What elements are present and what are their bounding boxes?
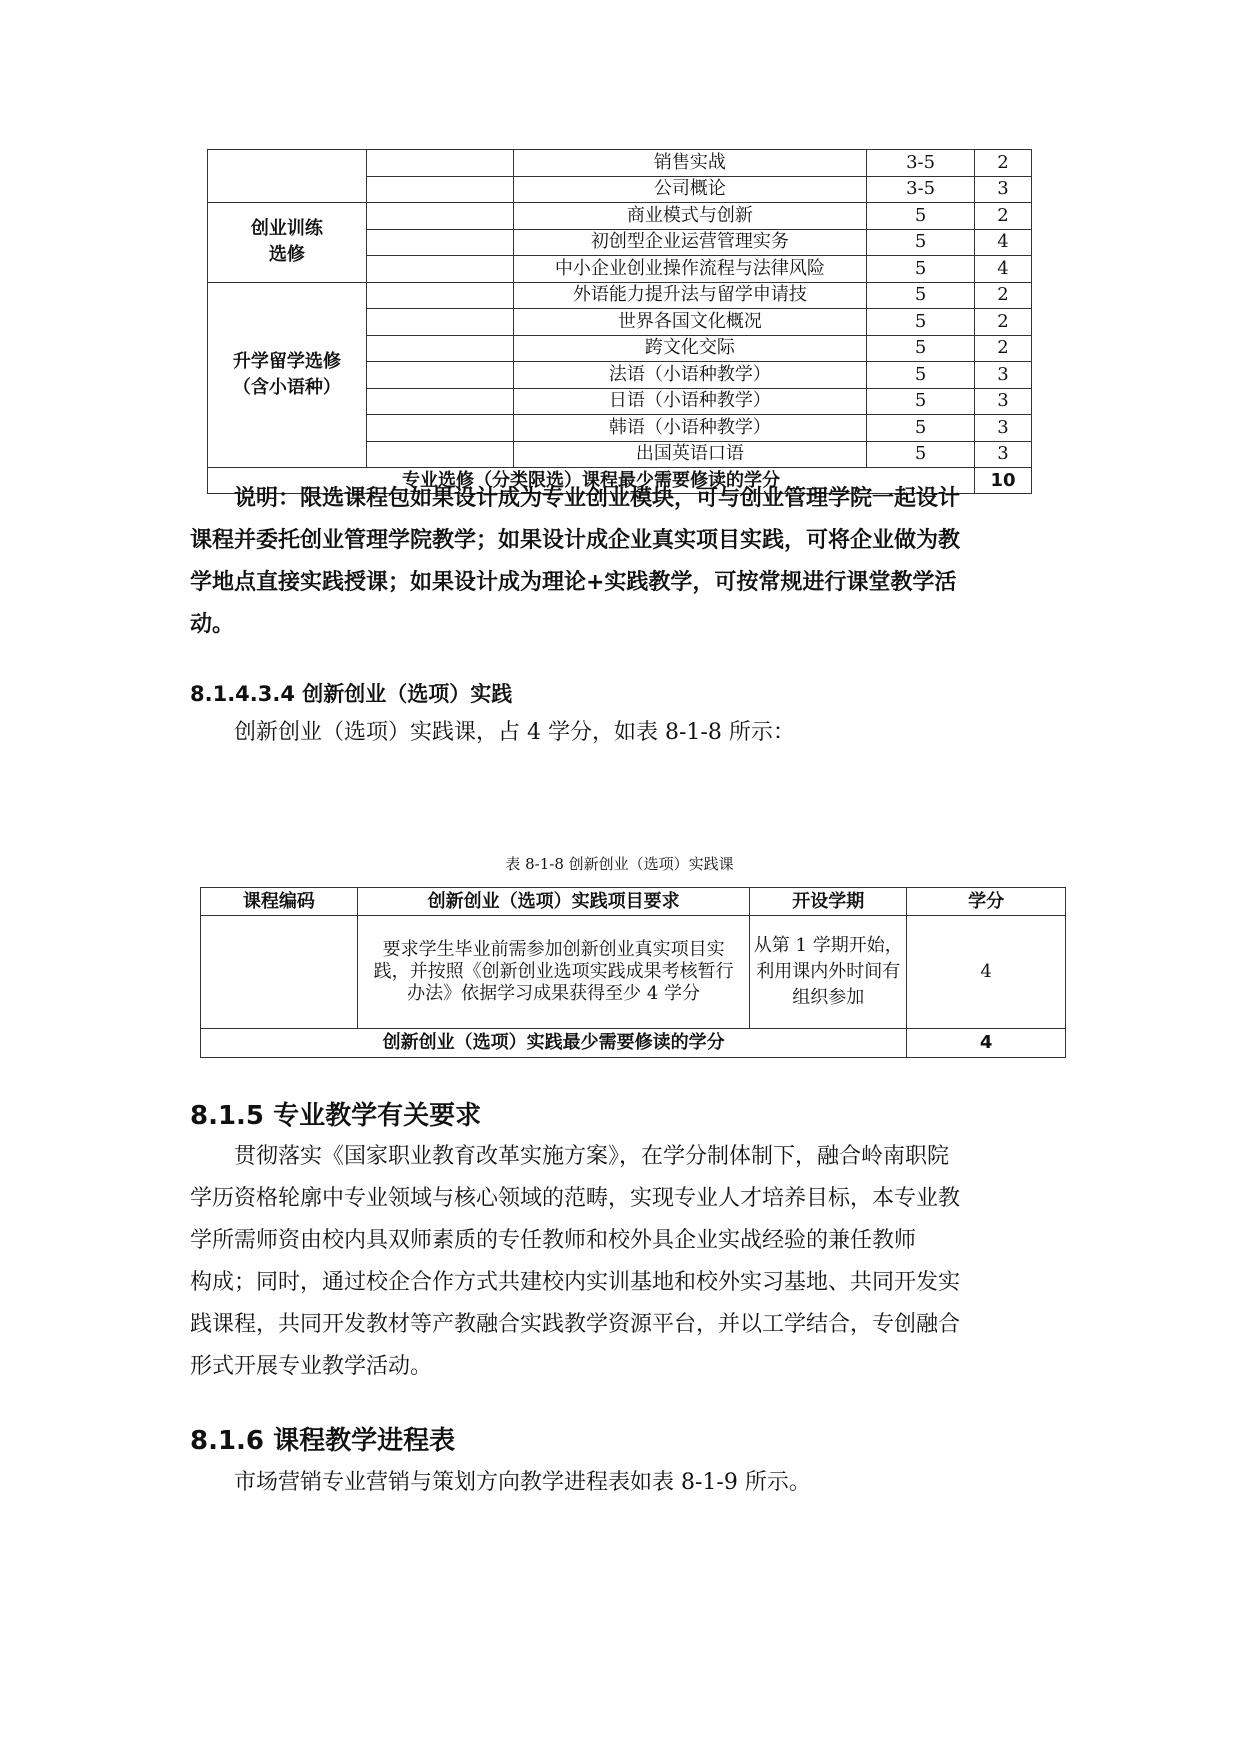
header-cell: 开设学期 [750,888,907,916]
course-cell: 日语（小语种教学） [513,388,867,415]
credit-cell: 3 [975,362,1032,389]
table-row [208,282,1032,309]
course-cell: 外语能力提升法与留学申请技 [513,282,867,309]
course-cell: 法语（小语种教学） [513,362,867,389]
table-row [208,150,1032,177]
term-cell: 从第 1 学期开始，利用课内外时间有组织参加 [750,916,907,1029]
practice-table [200,887,1066,1058]
course-cell: 中小企业创业操作流程与法律风险 [513,256,867,283]
note-line: 说明：限选课程包如果设计成为专业创业模块，可与创业管理学院一起设计 [190,486,961,511]
section-text: 创新创业（选项）实践课，占 4 学分，如表 8-1-8 所示： [190,720,795,745]
course-cell: 韩语（小语种教学） [513,415,867,442]
total-value: 4 [907,1029,1066,1058]
group-cell [208,282,367,468]
course-cell: 初创型企业运营管理实务 [513,229,867,256]
code-cell [366,150,513,177]
code-cell [366,309,513,336]
header-cell: 创新创业（选项）实践项目要求 [357,888,750,916]
total-label: 专业选修（分类限选）课程最少需要修读的学分 [208,468,975,494]
table-caption: 表 8-1-8 创新创业（选项）实践课 [505,855,734,873]
section-paragraph [190,1136,1060,1388]
credit-cell: 3 [975,176,1032,203]
section-heading: 8.1.4.3.4 创新创业（选项）实践 [190,682,513,706]
credit-cell: 3 [975,441,1032,468]
course-cell: 出国英语口语 [513,441,867,468]
group-cell [208,150,367,203]
text-line: 学所需师资由校内具双师素质的专任教师和校外具企业实战经验的兼任教师 [190,1228,917,1253]
group-label: 选修 [268,244,305,266]
code-cell [366,256,513,283]
note-paragraph [190,478,1060,646]
table-row [208,203,1032,230]
group-label: （含小语种） [232,376,341,398]
course-cell: 跨文化交际 [513,335,867,362]
text-line: 践课程，共同开发教材等产教融合实践教学资源平台，并以工学结合，专创融合 [190,1312,961,1337]
header-cell: 学分 [907,888,1066,916]
term-cell: 5 [867,335,975,362]
term-cell: 5 [867,229,975,256]
term-cell: 5 [867,309,975,336]
code-cell [366,282,513,309]
header-cell: 课程编码 [201,888,358,916]
term-cell: 3-5 [867,176,975,203]
credit-cell: 2 [975,203,1032,230]
note-line: 课程并委托创业管理学院教学；如果设计成企业真实项目实践，可将企业做为教 [190,528,961,553]
section-text: 市场营销专业营销与策划方向教学进程表如表 8-1-9 所示。 [190,1470,811,1495]
course-cell: 商业模式与创新 [513,203,867,230]
term-cell: 5 [867,256,975,283]
term-cell: 3-5 [867,150,975,177]
credit-cell: 4 [975,256,1032,283]
total-value: 10 [975,468,1032,494]
code-cell [366,203,513,230]
group-label: 升学留学选修 [232,350,341,372]
code-cell [366,176,513,203]
term-cell: 5 [867,282,975,309]
code-cell [201,916,358,1029]
text-line: 学历资格轮廓中专业领域与核心领域的范畴，实现专业人才培养目标，本专业教 [190,1186,961,1211]
code-cell [366,415,513,442]
credit-cell: 2 [975,309,1032,336]
note-line: 学地点直接实践授课；如果设计成为理论+实践教学，可按常规进行课堂教学活 [190,570,957,595]
section-heading: 8.1.6 课程教学进程表 [190,1426,456,1456]
text-line: 形式开展专业教学活动。 [190,1354,433,1379]
credit-cell: 3 [975,415,1032,442]
course-cell: 世界各国文化概况 [513,309,867,336]
credit-cell: 3 [975,388,1032,415]
text-line: 贯彻落实《国家职业教育改革实施方案》，在学分制体制下，融合岭南职院 [190,1144,950,1169]
credit-cell: 4 [975,229,1032,256]
course-cell: 公司概论 [513,176,867,203]
credit-cell: 2 [975,150,1032,177]
group-cell [208,203,367,283]
elective-course-table [207,149,1032,494]
credit-cell: 4 [907,916,1066,1029]
credit-cell: 2 [975,282,1032,309]
text-line: 构成；同时，通过校企合作方式共建校内实训基地和校外实习基地、共同开发实 [190,1270,961,1295]
term-cell: 5 [867,388,975,415]
code-cell [366,388,513,415]
term-cell: 5 [867,203,975,230]
term-cell: 5 [867,362,975,389]
requirement-cell: 要求学生毕业前需参加创新创业真实项目实践，并按照《创新创业选项实践成果考核暂行办法》依据学习成果获得至少 4 学分 [357,916,750,1029]
code-cell [366,335,513,362]
term-cell: 5 [867,415,975,442]
total-label: 创新创业（选项）实践最少需要修读的学分 [201,1029,907,1058]
course-cell: 销售实战 [513,150,867,177]
code-cell [366,229,513,256]
note-line: 动。 [190,612,235,637]
group-label: 创业训练 [250,218,323,240]
code-cell [366,441,513,468]
credit-cell: 2 [975,335,1032,362]
term-cell: 5 [867,441,975,468]
code-cell [366,362,513,389]
section-heading: 8.1.5 专业教学有关要求 [190,1101,482,1131]
